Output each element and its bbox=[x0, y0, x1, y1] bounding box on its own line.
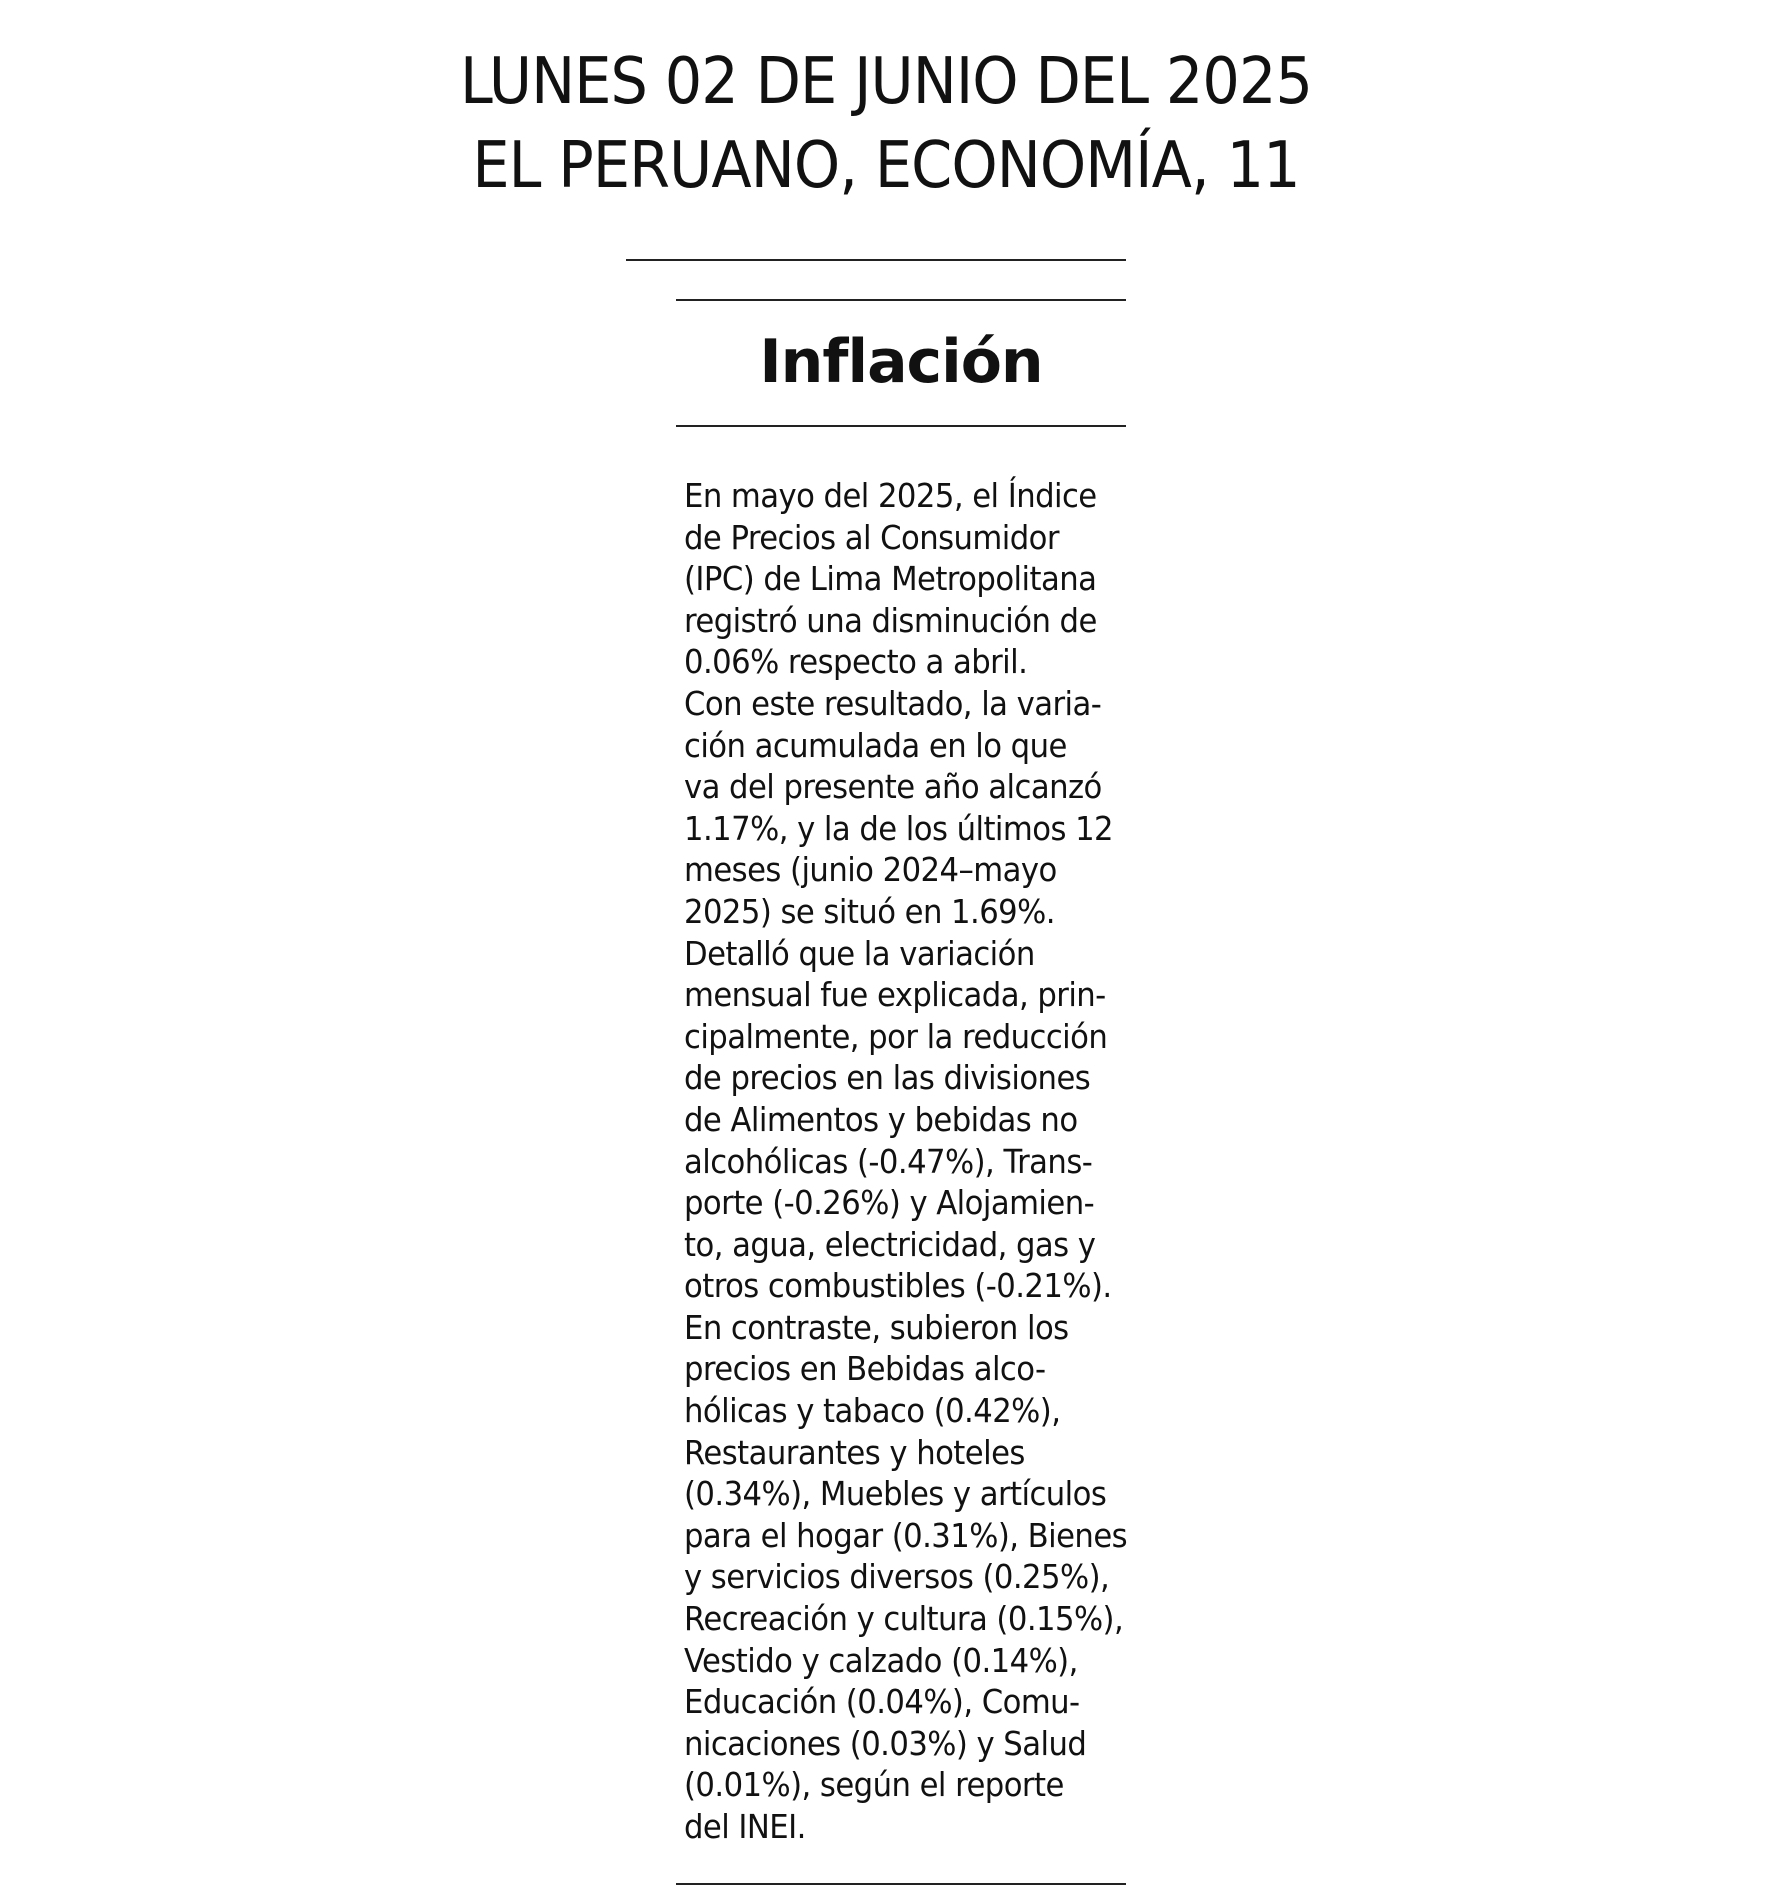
article-line: ción acumulada en lo que bbox=[684, 725, 1067, 765]
article-line: del INEI. bbox=[684, 1807, 806, 1846]
article-line: 2025) se situó en 1.69%. bbox=[684, 891, 1055, 931]
article-line: to, agua, electricidad, gas y bbox=[684, 1224, 1096, 1264]
article-line: 0.06% respecto a abril. bbox=[684, 642, 1028, 682]
article-line: va del presente año alcanzó bbox=[684, 767, 1102, 807]
page-header bbox=[71, 40, 1701, 208]
article-line: de Precios al Consumidor bbox=[684, 517, 1059, 557]
divider-below-title bbox=[676, 425, 1126, 427]
divider-top-inner bbox=[676, 299, 1126, 301]
article-line: Vestido y calzado (0.14%), bbox=[684, 1640, 1078, 1680]
article-line: 1.17%, y la de los últimos 12 bbox=[684, 808, 1114, 848]
header-date: LUNES 02 DE JUNIO DEL 2025 bbox=[459, 45, 1313, 119]
article-line: (0.01%), según el reporte bbox=[684, 1765, 1064, 1805]
article-line: Restaurantes y hoteles bbox=[684, 1432, 1025, 1472]
article-line: de Alimentos y bebidas no bbox=[684, 1099, 1078, 1139]
article-line: En contraste, subieron los bbox=[684, 1307, 1069, 1347]
article-line: porte (-0.26%) y Alojamien- bbox=[684, 1183, 1095, 1223]
article-line: mensual fue explicada, prin- bbox=[684, 975, 1106, 1015]
article-line: nicaciones (0.03%) y Salud bbox=[684, 1723, 1087, 1763]
article-line: Detalló que la variación bbox=[684, 933, 1035, 973]
article-line: (IPC) de Lima Metropolitana bbox=[684, 559, 1097, 599]
article-line: Con este resultado, la varia- bbox=[684, 683, 1102, 723]
article-line: meses (junio 2024–mayo bbox=[684, 850, 1057, 890]
article-body bbox=[684, 475, 1144, 1848]
section-title: Inflación bbox=[759, 327, 1043, 397]
article-line: (0.34%), Muebles y artículos bbox=[684, 1474, 1107, 1514]
article-line: otros combustibles (-0.21%). bbox=[684, 1266, 1112, 1306]
article-line: para el hogar (0.31%), Bienes bbox=[684, 1515, 1128, 1555]
header-publication: EL PERUANO, ECONOMÍA, 11 bbox=[472, 129, 1300, 203]
article-line: cipalmente, por la reducción bbox=[684, 1016, 1108, 1056]
article-line: En mayo del 2025, el Índice bbox=[684, 476, 1097, 515]
article-line: y servicios diversos (0.25%), bbox=[684, 1557, 1110, 1597]
article-line: precios en Bebidas alco- bbox=[684, 1349, 1046, 1389]
article-line: registró una disminución de bbox=[684, 600, 1097, 640]
article-line: alcohólicas (-0.47%), Trans- bbox=[684, 1141, 1093, 1181]
article-line: Recreación y cultura (0.15%), bbox=[684, 1599, 1124, 1639]
article-line: de precios en las divisiones bbox=[684, 1058, 1091, 1098]
divider-bottom bbox=[676, 1883, 1126, 1885]
divider-top-outer bbox=[626, 259, 1126, 261]
article-line: hólicas y tabaco (0.42%), bbox=[684, 1391, 1061, 1431]
article-line: Educación (0.04%), Comu- bbox=[684, 1682, 1080, 1722]
